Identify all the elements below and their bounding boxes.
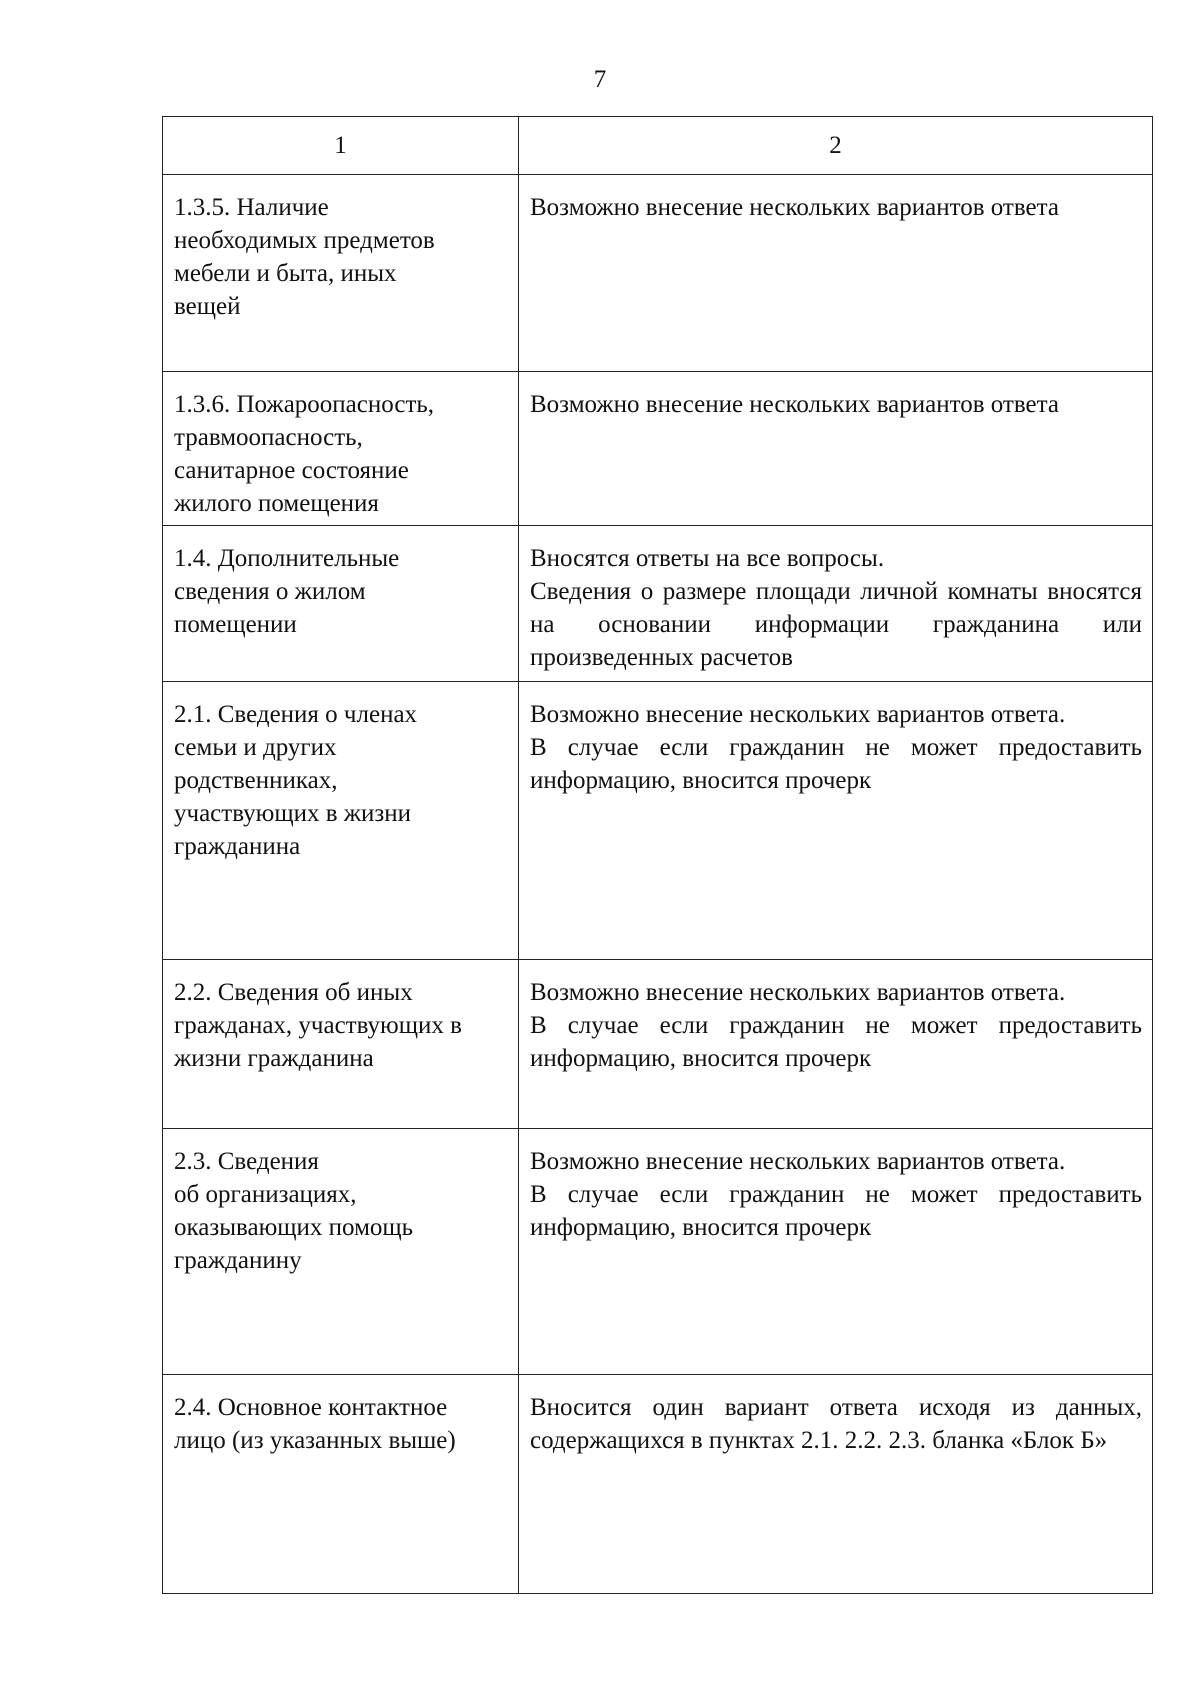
instruction-text: Сведения о размере площади личной комнаты вносятся на основании информации гражданина или произведенных расчетов (530, 578, 1142, 671)
instruction-text: Вносятся ответы на все вопросы. (530, 545, 885, 572)
item-line: лицо (из указанных выше) (174, 1427, 456, 1454)
table-row (163, 526, 1153, 682)
item-line: сведения о жилом (174, 578, 366, 605)
item-cell (163, 372, 519, 526)
item-line: травмоопасность, (174, 424, 363, 451)
item-line: гражданину (174, 1247, 302, 1274)
table-row (163, 960, 1153, 1129)
instruction-cell (519, 1129, 1153, 1375)
column-header-1: 1 (163, 117, 519, 175)
instruction-cell (519, 526, 1153, 682)
instruction-text: В случае если гражданин не может предоставить информацию, вносится прочерк (530, 1181, 1142, 1241)
instruction-text: Возможно внесение нескольких вариантов ответа (530, 194, 1059, 221)
instruction-text: Возможно внесение нескольких вариантов ответа. (530, 701, 1066, 728)
instruction-cell (519, 682, 1153, 960)
item-line: жилого помещения (174, 490, 379, 517)
instruction-text: Возможно внесение нескольких вариантов ответа. (530, 979, 1066, 1006)
instruction-cell (519, 372, 1153, 526)
item-line: родственниках, (174, 767, 338, 794)
item-line: 2.1. Сведения о членах (174, 701, 418, 728)
item-line: 1.3.5. Наличие (174, 194, 329, 221)
instruction-cell (519, 1375, 1153, 1594)
item-line: помещении (174, 611, 297, 638)
item-line: 2.3. Сведения (174, 1148, 319, 1175)
item-line: 1.4. Дополнительные (174, 545, 400, 572)
item-line: 2.4. Основное контактное (174, 1394, 448, 1421)
table-row (163, 1375, 1153, 1594)
column-header-2: 2 (519, 117, 1153, 175)
instruction-text: В случае если гражданин не может предоставить информацию, вносится прочерк (530, 734, 1142, 794)
instruction-text: Возможно внесение нескольких вариантов ответа (530, 391, 1059, 418)
item-line: вещей (174, 293, 241, 320)
item-cell (163, 960, 519, 1129)
table-row (163, 682, 1153, 960)
item-line: об организациях, (174, 1181, 357, 1208)
instruction-cell (519, 960, 1153, 1129)
item-line: гражданина (174, 833, 301, 860)
item-cell (163, 526, 519, 682)
item-cell (163, 1129, 519, 1375)
item-line: семьи и других (174, 734, 337, 761)
item-line: мебели и быта, иных (174, 260, 397, 287)
instruction-cell (519, 175, 1153, 372)
item-line: необходимых предметов (174, 227, 435, 254)
item-cell (163, 682, 519, 960)
instruction-text: В случае если гражданин не может предоставить информацию, вносится прочерк (530, 1012, 1142, 1072)
item-line: санитарное состояние (174, 457, 409, 484)
table-header-row (163, 117, 1153, 175)
instruction-text: Возможно внесение нескольких вариантов ответа. (530, 1148, 1066, 1175)
instruction-text: Вносится один вариант ответа исходя из данных, содержащихся в пунктах 2.1. 2.2. 2.3. бланка «Блок Б» (530, 1394, 1142, 1454)
page-number: 7 (593, 66, 607, 93)
table-row (163, 175, 1153, 372)
table-row (163, 372, 1153, 526)
requirements-table (162, 116, 1153, 1594)
table-row (163, 1129, 1153, 1375)
item-line: 1.3.6. Пожароопасность, (174, 391, 435, 418)
item-line: участвующих в жизни (174, 800, 412, 827)
item-line: 2.2. Сведения об иных (174, 979, 413, 1006)
item-line: гражданах, участвующих в (174, 1012, 462, 1039)
item-line: оказывающих помощь (174, 1214, 414, 1241)
item-line: жизни гражданина (174, 1045, 374, 1072)
item-cell (163, 175, 519, 372)
item-cell (163, 1375, 519, 1594)
